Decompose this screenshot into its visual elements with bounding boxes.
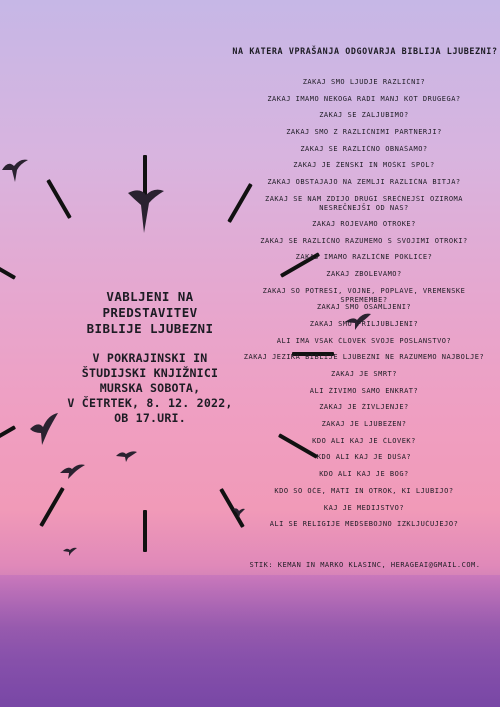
bird-icon <box>126 185 166 237</box>
clock-tick-7 <box>39 487 64 527</box>
list-item: ALI ŽIVIMO SAMO ENKRAT? <box>309 386 419 395</box>
list-item: KDO ALI KAJ JE BOG? <box>319 470 409 479</box>
list-item: ZAKAJ SMO OSAMLJENI? <box>316 303 412 312</box>
bird-icon <box>114 448 138 464</box>
list-item: ZAKAJ JE ŽENSKI IN MOŠKI SPOL? <box>293 161 435 170</box>
questions-list <box>238 78 490 537</box>
invitation-title-line: BIBLIJE LJUBEZNI <box>86 321 214 336</box>
list-item: ZAKAJ ROJEVAMO OTROKE? <box>312 219 416 228</box>
event-city-line: MURSKA SOBOTA, <box>99 381 201 395</box>
list-item: ZAKAJ SE RAZLIČNO RAZUMEMO S SVOJIMI OTROKI? <box>260 236 468 245</box>
invitation-title-line: PREDSTAVITEV <box>102 305 198 320</box>
list-item: ZAKAJ SO POTRESI, VOJNE, POPLAVE, VREMENSKE SPREMEMBE? <box>262 286 466 304</box>
horizon-band <box>0 575 500 707</box>
list-item: KDO ALI KAJ JE ČLOVEK? <box>312 436 416 445</box>
list-item: ZAKAJ JEZIKA BIBLIJE LJUBEZNI NE RAZUMEMO NAJBOLJE? <box>243 353 485 362</box>
bird-icon <box>0 156 30 184</box>
clock-tick-10 <box>0 254 16 279</box>
event-venue-line: ŠTUDIJSKI KNJIŽNICI <box>81 366 219 380</box>
event-venue-line: V POKRAJINSKI IN <box>92 351 208 365</box>
event-details <box>60 351 240 426</box>
list-item: ZAKAJ ZBOLEVAMO? <box>326 269 402 278</box>
event-time-line: OB 17.URI. <box>114 411 186 425</box>
list-item: ZAKAJ SMO LJUDJE RAZLIČNI? <box>302 78 426 86</box>
bird-icon <box>28 411 60 447</box>
list-item: KDO ALI KAJ JE DUŠA? <box>316 453 412 462</box>
list-item: ZAKAJ IMAMO RAZLIČNE POKLICE? <box>295 253 433 262</box>
list-item: ZAKAJ JE LJUBEZEN? <box>321 420 407 429</box>
clock-tick-6 <box>143 510 147 552</box>
list-item: ALI IMA VSAK ČLOVEK SVOJE POSLANSTVO? <box>276 336 452 345</box>
clock-tick-11 <box>46 179 71 219</box>
bird-icon <box>58 459 86 481</box>
list-item: ZAKAJ SE NAM ZDIJO DRUGI SREČNEJŠI OZIROMA NESREČNEJŠI OD NAS? <box>264 194 463 212</box>
questions-heading: NA KATERA VPRAŠANJA ODGOVARJA BIBLIJA LJUBEZNI? <box>232 46 498 56</box>
list-item: ZAKAJ JE SMRT? <box>330 370 397 378</box>
invitation-title <box>60 289 240 337</box>
event-date-line: V ČETRTEK, 8. 12. 2022, <box>67 396 233 410</box>
list-item: ALI SE RELIGIJE MEDSEBOJNO IZKLJUČUJEJO? <box>269 520 459 529</box>
list-item: ZAKAJ JE ŽIVLJENJE? <box>319 403 409 412</box>
invitation-block <box>60 289 240 426</box>
list-item: ZAKAJ SE ZALJUBIMO? <box>319 111 409 120</box>
list-item: ZAKAJ SE RAZLIČNO OBNAŠAMO? <box>300 144 428 153</box>
contact-credit: STIK: KEMAN IN MARKO KLASINC, HERAGEAI@GMAIL.COM. <box>249 561 481 569</box>
list-item: ZAKAJ IMAMO NEKOGA RADI MANJ KOT DRUGEGA? <box>267 94 461 103</box>
list-item: ZAKAJ SMO Z RAZLIČNIMI PARTNERJI? <box>286 128 442 137</box>
list-item: KDO SO OČE, MATI IN OTROK, KI LJUBIJO? <box>274 486 454 495</box>
clock-tick-8 <box>0 425 16 450</box>
invitation-title-line: VABLJENI NA <box>106 289 194 304</box>
list-item: ZAKAJ OBSTAJAJO NA ZEMLJI RAZLIČNA BITJA? <box>267 178 461 187</box>
bird-icon <box>62 545 78 557</box>
list-item: KAJ JE MEDIJSTVO? <box>323 503 405 512</box>
list-item: ZAKAJ SMO PRILJUBLJENI? <box>309 319 419 328</box>
